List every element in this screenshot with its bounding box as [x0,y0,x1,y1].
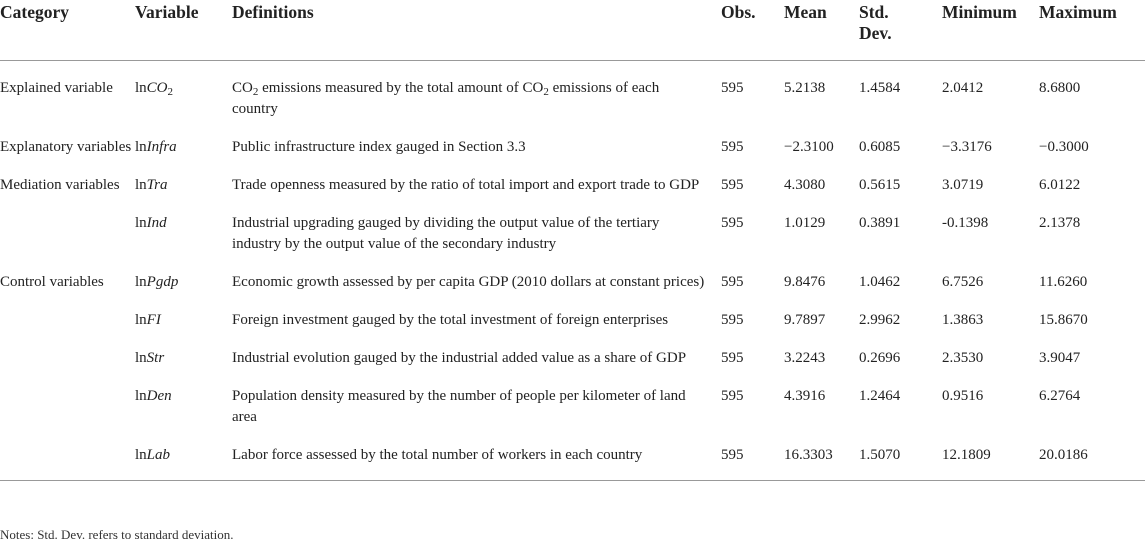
maximum-cell: 6.0122 [1039,176,1081,193]
maximum-cell: 2.1378 [1039,214,1081,231]
table-row [0,255,1145,293]
variable-name: Lab [146,446,171,463]
table-row [0,369,1145,428]
obs-cell: 595 [721,273,744,290]
definition-cell: Public infrastructure index gauged in Section 3.3 [232,138,526,155]
category-cell [0,369,135,428]
maximum-cell: 15.8670 [1039,311,1088,328]
table-row [0,293,1145,331]
definition-cell: Trade openness measured by the ratio of total import and export trade to GDP [232,176,700,193]
minimum-cell: 12.1809 [942,446,991,463]
maximum-cell: 20.0186 [1039,446,1088,463]
variable-prefix: ln [135,349,147,366]
variable-name: Pgdp [146,273,179,290]
table-row [0,158,1145,196]
std-dev-cell: 0.6085 [859,138,901,155]
mean-cell: 4.3916 [784,387,826,404]
minimum-cell: 2.3530 [942,349,984,366]
maximum-cell: −0.3000 [1039,138,1089,155]
category-cell [0,331,135,369]
variable-subscript: 2 [167,85,174,98]
minimum-cell: -0.1398 [942,214,989,231]
obs-cell: 595 [721,138,744,155]
category-cell: Explained variable [0,79,113,96]
table-row [0,196,1145,255]
table-notes: Notes: Std. Dev. refers to standard deviation. [0,527,234,542]
variable-name: Str [146,349,165,366]
variable-prefix: ln [135,311,147,328]
maximum-cell: 3.9047 [1039,349,1081,366]
definition-cell: Population density measured by the number of people per kilometer of land area [232,387,686,425]
variable-cell [135,255,232,293]
obs-cell: 595 [721,446,744,463]
variable-name: Den [146,387,172,404]
definition-subscript: 2 [252,85,259,98]
header-obs: Obs. [721,2,756,22]
std-dev-cell: 0.3891 [859,214,901,231]
mean-cell: 16.3303 [784,446,833,463]
header-variable: Variable [135,2,199,22]
definition-cell: Labor force assessed by the total number of workers in each country [232,446,643,463]
category-cell: Explanatory variables [0,138,132,155]
definition-cell: Economic growth assessed by per capita GDP (2010 dollars at constant prices) [232,273,705,290]
table-row [0,120,1145,158]
category-cell [0,428,135,481]
variable-prefix: ln [135,446,147,463]
mean-cell: −2.3100 [784,138,834,155]
category-cell: Control variables [0,273,104,290]
mean-cell: 9.8476 [784,273,826,290]
variable-cell [135,369,232,428]
header-mean: Mean [784,2,827,22]
header-std-line2: Dev. [859,23,892,43]
minimum-cell: 6.7526 [942,273,984,290]
definition-cell [232,60,721,120]
mean-cell: 1.0129 [784,214,826,231]
std-dev-cell: 1.2464 [859,387,901,404]
variable-cell [135,293,232,331]
definition-text: CO [232,79,253,96]
variable-cell [135,60,232,120]
header-maximum: Maximum [1039,2,1117,22]
header-std-line1: Std. [859,2,889,22]
header-minimum: Minimum [942,2,1017,22]
variable-name: Infra [146,138,177,155]
maximum-cell: 6.2764 [1039,387,1081,404]
variable-cell [135,196,232,255]
variable-name: Ind [146,214,167,231]
definition-text: emissions of each country [232,79,660,117]
definition-cell: Foreign investment gauged by the total investment of foreign enterprises [232,311,669,328]
std-dev-cell: 0.5615 [859,176,901,193]
minimum-cell: 2.0412 [942,79,984,96]
minimum-cell: −3.3176 [942,138,992,155]
category-cell [0,196,135,255]
variable-name: FI [146,311,161,328]
table-row [0,60,1145,120]
mean-cell: 5.2138 [784,79,826,96]
header-definitions: Definitions [232,2,314,22]
maximum-cell: 11.6260 [1039,273,1088,290]
category-cell: Mediation variables [0,176,120,193]
std-dev-cell: 1.0462 [859,273,901,290]
variable-name: Tra [146,176,168,193]
category-cell [0,293,135,331]
variable-prefix: ln [135,387,147,404]
table-row [0,428,1145,481]
definition-text: emissions measured by the total amount of CO [258,79,544,96]
variable-cell [135,158,232,196]
mean-cell: 9.7897 [784,311,826,328]
header-std-dev [859,0,942,60]
obs-cell: 595 [721,387,744,404]
variable-prefix: ln [135,176,147,193]
mean-cell: 3.2243 [784,349,826,366]
maximum-cell: 8.6800 [1039,79,1081,96]
minimum-cell: 1.3863 [942,311,984,328]
std-dev-cell: 1.4584 [859,79,901,96]
variable-prefix: ln [135,214,147,231]
obs-cell: 595 [721,214,744,231]
variable-cell [135,428,232,481]
std-dev-cell: 1.5070 [859,446,901,463]
std-dev-cell: 2.9962 [859,311,901,328]
table-row [0,331,1145,369]
definition-subscript: 2 [543,85,549,98]
definition-cell: Industrial upgrading gauged by dividing the output value of the tertiary industry by the output value of the secondary industry [232,214,660,252]
minimum-cell: 3.0719 [942,176,984,193]
variable-cell [135,120,232,158]
header-row [0,0,1145,60]
variable-prefix: ln [135,273,147,290]
variable-cell [135,331,232,369]
variable-name: CO [146,79,168,96]
obs-cell: 595 [721,349,744,366]
std-dev-cell: 0.2696 [859,349,901,366]
obs-cell: 595 [721,79,744,96]
table-body [0,60,1145,480]
obs-cell: 595 [721,176,744,193]
header-category: Category [0,2,70,22]
minimum-cell: 0.9516 [942,387,984,404]
variable-prefix: ln [135,138,147,155]
mean-cell: 4.3080 [784,176,826,193]
obs-cell: 595 [721,311,744,328]
variable-prefix: ln [135,79,147,96]
definition-cell: Industrial evolution gauged by the industrial added value as a share of GDP [232,349,687,366]
